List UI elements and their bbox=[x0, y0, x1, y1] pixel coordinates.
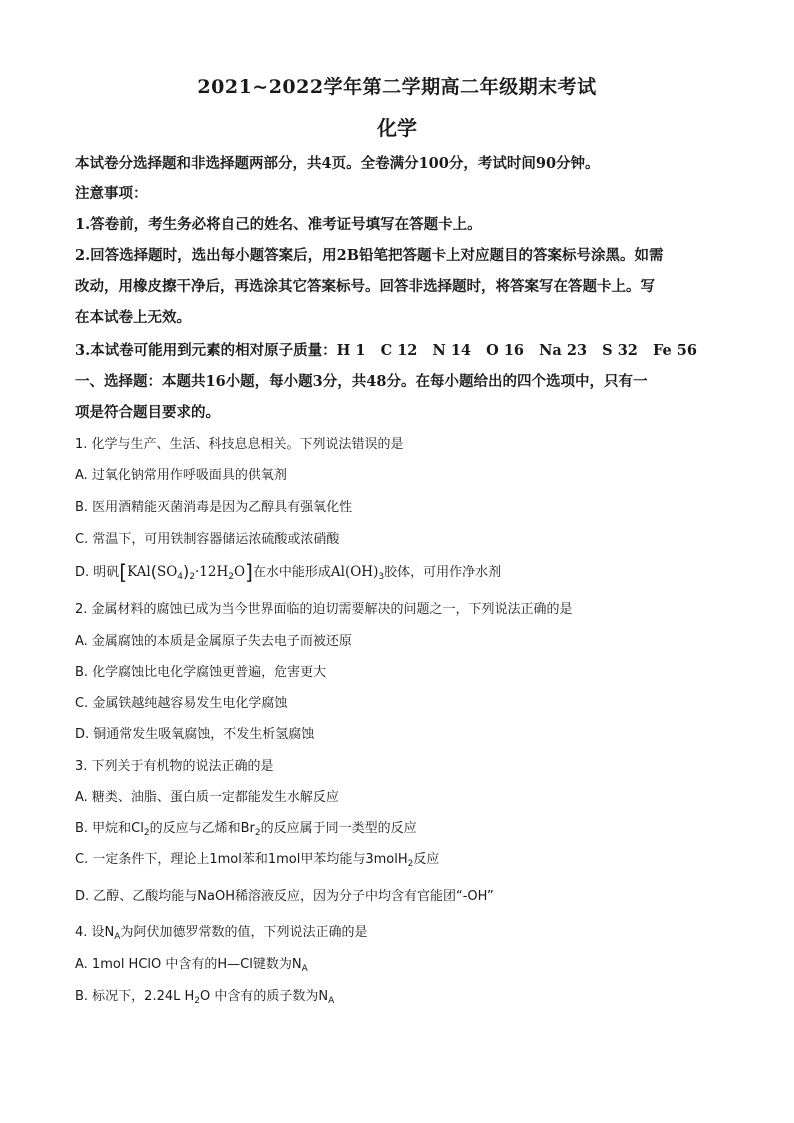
formula-part: KAl bbox=[127, 564, 151, 580]
q3-b-part: 的反应与乙烯和Br bbox=[149, 821, 255, 836]
section-heading-line-1: 一、选择题：本题共16小题，每小题3分，共48分。在每小题给出的四个选项中，只有一 bbox=[75, 373, 648, 390]
q3-option-c bbox=[75, 848, 439, 869]
q4-stem bbox=[75, 921, 367, 942]
q3-c-part: 反应 bbox=[413, 852, 440, 867]
q3-option-b bbox=[75, 817, 417, 838]
paren-close: ) bbox=[183, 562, 190, 581]
q4-b-part: O 中含有的质子数为N bbox=[200, 989, 329, 1004]
q4-stem-part: 为阿伏加德罗常数的值，下列说法正确的是 bbox=[120, 925, 368, 940]
q4-b-part: B. 标况下，2.24L H bbox=[75, 989, 195, 1004]
q2-option-a: A. 金属腐蚀的本质是金属原子失去电子而被还原 bbox=[75, 634, 352, 649]
subscript: 2 bbox=[254, 828, 261, 838]
subscript: 2 bbox=[407, 859, 414, 869]
q4-stem-part: 4. 设N bbox=[75, 925, 115, 940]
q1-stem: 1. 化学与生产、生活、科技息息相关。下列说法错误的是 bbox=[75, 437, 404, 452]
notice-item-3: 3.本试卷可能用到元素的相对原子质量：H 1 C 12 N 14 O 16 Na 23 S 32 Fe 56 bbox=[75, 342, 697, 359]
q3-option-a: A. 糖类、油脂、蛋白质一定都能发生水解反应 bbox=[75, 790, 339, 805]
section-heading-line-2: 项是符合题目要求的。 bbox=[75, 404, 220, 421]
q4-option-b bbox=[75, 985, 334, 1006]
q2-option-b: B. 化学腐蚀比电化学腐蚀更普遍，危害更大 bbox=[75, 665, 327, 680]
q1-d-prefix: D. 明矾 bbox=[75, 565, 120, 580]
subscript: 2 bbox=[194, 996, 201, 1006]
formula-part: SO bbox=[156, 564, 178, 580]
formula-part: ·12H bbox=[195, 564, 229, 580]
subscript: 2 bbox=[189, 572, 195, 582]
q3-b-part: 的反应属于同一类型的反应 bbox=[260, 821, 417, 836]
bracket-close: ] bbox=[245, 560, 253, 584]
q3-b-part: B. 甲烷和Cl bbox=[75, 821, 144, 836]
q4-a-part: A. 1mol HClO 中含有的H—Cl键数为N bbox=[75, 957, 302, 972]
bracket-open: [ bbox=[119, 560, 128, 584]
formula-part: O bbox=[233, 564, 246, 580]
subscript: 2 bbox=[228, 572, 234, 582]
notice-title: 注意事项： bbox=[75, 185, 148, 202]
subscript: 2 bbox=[143, 828, 150, 838]
q4-option-a bbox=[75, 953, 308, 974]
formula-part: Al(OH) bbox=[330, 564, 379, 580]
subscript: A bbox=[301, 964, 308, 974]
intro-text: 本试卷分选择题和非选择题两部分，共4页。全卷满分100分，考试时间90分钟。 bbox=[75, 155, 600, 172]
q1-option-b: B. 医用酒精能灭菌消毒是因为乙醇具有强氧化性 bbox=[75, 500, 353, 515]
q3-c-part: C. 一定条件下，理论上1mol苯和1mol甲苯均能与3molH bbox=[75, 852, 408, 867]
subscript: 4 bbox=[177, 572, 184, 582]
notice-item-1: 1.答卷前，考生务必将自己的姓名、准考证号填写在答题卡上。 bbox=[75, 216, 482, 233]
q2-option-d: D. 铜通常发生吸氧腐蚀，不发生析氢腐蚀 bbox=[75, 727, 315, 742]
subscript: A bbox=[328, 996, 335, 1006]
q1-option-c: C. 常温下，可用铁制容器储运浓硫酸或浓硝酸 bbox=[75, 532, 340, 547]
q1-option-a: A. 过氧化钠常用作呼吸面具的供氧剂 bbox=[75, 468, 287, 483]
q1-option-d bbox=[75, 560, 501, 584]
exam-title: 2021~2022学年第二学期高二年级期末考试 bbox=[197, 76, 597, 98]
subscript: A bbox=[114, 932, 121, 942]
q1-d-mid: 在水中能形成 bbox=[252, 565, 331, 580]
q3-stem: 3. 下列关于有机物的说法正确的是 bbox=[75, 759, 274, 774]
notice-item-2-line-3: 在本试卷上无效。 bbox=[75, 309, 191, 326]
q2-option-c: C. 金属铁越纯越容易发生电化学腐蚀 bbox=[75, 696, 288, 711]
notice-item-2-line-1: 2.回答选择题时，选出每小题答案后，用2B铅笔把答题卡上对应题目的答案标号涂黑。如需 bbox=[75, 247, 664, 264]
q1-d-suffix: 胶体，可用作净水剂 bbox=[384, 565, 502, 580]
subject-title: 化学 bbox=[377, 116, 417, 140]
q3-option-d: D. 乙醇、乙酸均能与NaOH稀溶液反应，因为分子中均含有官能团“-OH” bbox=[75, 889, 494, 904]
notice-item-2-line-2: 改动，用橡皮擦干净后，再选涂其它答案标号。回答非选择题时，将答案写在答题卡上。写 bbox=[75, 278, 655, 295]
paren-open: ( bbox=[150, 562, 157, 581]
subscript: 3 bbox=[378, 572, 385, 582]
q2-stem: 2. 金属材料的腐蚀已成为当今世界面临的迫切需要解决的问题之一，下列说法正确的是 bbox=[75, 602, 573, 617]
